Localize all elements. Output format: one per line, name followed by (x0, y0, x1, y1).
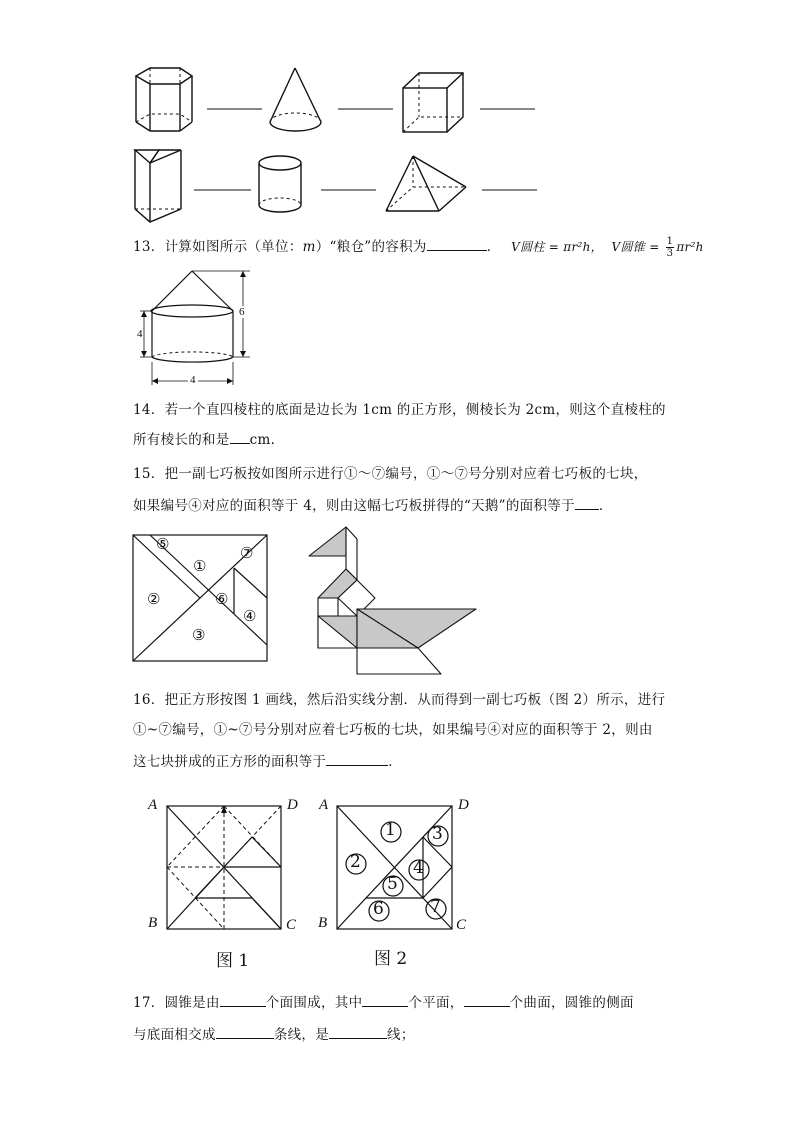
q17-l2-a: 与底面相交成 (133, 1027, 216, 1043)
fig2-num-2: 2 (350, 852, 361, 872)
q17-blank-5[interactable] (329, 1024, 387, 1039)
fig2-vertex-b: B (318, 915, 328, 931)
fig2-vertex-d: D (458, 797, 469, 813)
fig2-num-6: 6 (373, 899, 384, 919)
q14-line2-b: cm. (249, 432, 276, 448)
q17-l1-c: 个平面， (408, 995, 464, 1011)
q17-line2 (133, 1024, 415, 1045)
tangram-label-6: ⑥ (215, 590, 229, 608)
fig1-vertex-c: C (286, 917, 297, 933)
tangram-label-1: ① (193, 557, 207, 575)
q17-l1-a: 17．圆锥是由 (133, 995, 220, 1011)
fig2-num-4: 4 (413, 858, 424, 878)
q17-blank-2[interactable] (362, 992, 408, 1007)
q17-l2-c: 线； (387, 1027, 415, 1043)
q15-line1: 15．把一副七巧板按如图所示进行①～⑦编号，①～⑦号分别对应着七巧板的七块， (133, 466, 648, 482)
q16-line2: ①~⑦编号，①~⑦号分别对应着七巧板的七块，如果编号④对应的面积等于 2，则由 (133, 722, 653, 738)
fig2-vertex-c: C (456, 917, 467, 933)
q17-line1 (133, 992, 634, 1013)
fig2-num-5: 5 (387, 874, 398, 894)
figure-1-caption: 图 1 (216, 951, 250, 971)
q13-dim-height: 4 (137, 328, 143, 340)
q14-line1: 14．若一个直四棱柱的底面是边长为 1cm 的正方形，侧棱长为 2cm，则这个直棱柱的 (133, 402, 666, 418)
fig1-vertex-d: D (287, 797, 298, 813)
fig1-vertex-b: B (148, 915, 158, 931)
figure-1 (167, 806, 281, 929)
tangram-label-4: ④ (243, 607, 257, 625)
q16-line3-a: 这七块拼成的正方形的面积等于 (133, 754, 327, 770)
fig2-num-7: 7 (430, 897, 441, 917)
q13-fraction-denominator: 3 (666, 248, 674, 259)
q16-line3-b: ． (388, 754, 403, 770)
tangram-label-2: ② (147, 590, 161, 608)
fig2-vertex-a: A (319, 797, 329, 813)
q13-text-before: 13．计算如图所示（单位： (133, 239, 303, 255)
q13-formula-cone: V圆锥 = (611, 240, 664, 254)
q14-line2-a: 所有棱长的和是 (133, 432, 230, 448)
q15-line2-b: ． (598, 498, 613, 514)
q17-blank-4[interactable] (216, 1024, 274, 1039)
tangram-label-3: ③ (192, 626, 206, 644)
fig1-vertex-a: A (148, 797, 158, 813)
q13-fraction-numerator: 1 (666, 236, 674, 247)
q13-formula-cylinder: V圆柱 = πr²h， (511, 240, 603, 254)
q13-text-after: ）“粮仓”的容积为 (315, 239, 427, 255)
q17-blank-1[interactable] (220, 992, 266, 1007)
q17-l2-b: 条线，是 (273, 1027, 330, 1043)
q13-unit: m (302, 239, 316, 255)
q13-dim-diameter: 4 (190, 374, 196, 386)
q13-dim-total: 6 (239, 306, 245, 318)
q13-text-end: ． (486, 239, 501, 255)
q16-line1: 16．把正方形按图 1 画线，然后沿实线分割．从而得到一副七巧板（图 2）所示，进行 (133, 692, 666, 708)
fig2-num-3: 3 (432, 824, 443, 844)
q15-line2-a: 如果编号④对应的面积等于 4，则由这幅七巧板拼得的“天鹅”的面积等于 (133, 498, 575, 514)
fig2-num-1: 1 (385, 820, 396, 840)
q17-blank-3[interactable] (464, 992, 510, 1007)
q17-l1-b: 个面围成，其中 (265, 995, 363, 1011)
figure-2-caption: 图 2 (374, 949, 408, 969)
tangram-label-7: ⑦ (240, 544, 254, 562)
q17-l1-d: 个曲面，圆锥的侧面 (509, 995, 634, 1011)
tangram-label-5: ⑤ (156, 535, 170, 553)
q13-formula-cone-tail: πr²h (676, 240, 704, 254)
